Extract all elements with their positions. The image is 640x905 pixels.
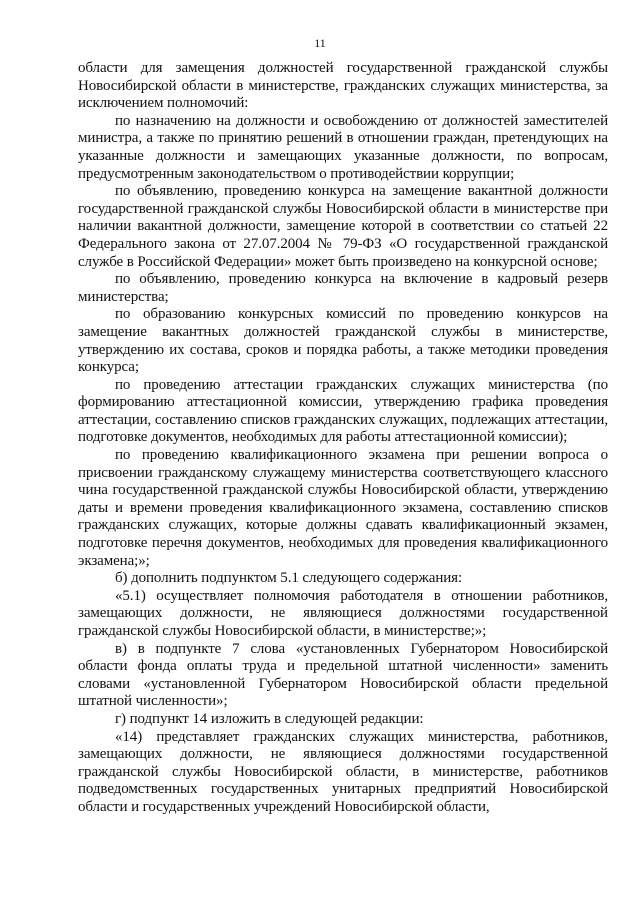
paragraph: по объявлению, проведению конкурса на замещение вакантной должности государственной гражданской службы Новосибирской области в министерстве при наличии вакантной должности, замещение которой в соответствии со статьей 22 Федерального закона от 27.07.2004 № 79-ФЗ «О государственной гражданской службе в Российской Федерации» может быть произведено на конкурсной основе; [78,183,608,270]
paragraph: по проведению аттестации гражданских служащих министерства (по формированию аттестационной комиссии, утверждению графика проведения аттестации, составлению списков гражданских служащих, подлежащих аттестации, подготовке документов, необходимых для работы аттестационной комиссии); [78,376,608,446]
paragraph: г) подпункт 14 изложить в следующей редакции: [115,710,424,727]
paragraph: по проведению квалификационного экзамена при решении вопроса о присвоении гражданскому служащему министерства соответствующего классного чина государственной гражданской службы Новосибирской области, утверждению даты и времени проведения квалификационного экзамена, составлению списков гражданских служащих, которые должны сдавать квалификационный экзамен, подготовке перечня документов, необходимых для проведения квалификационного экзамена;»; [78,447,608,569]
paragraph: по образованию конкурсных комиссий по проведению конкурсов на замещение вакантных должностей гражданской службы в министерстве, утверждению их состава, сроков и порядка работы, а также методики проведения конкурса; [78,306,608,376]
paragraph: по назначению на должности и освобождению от должностей заместителей министра, а также по принятию решений в отношении граждан, претендующих на указанные должности и замещающих указанные должности, по вопросам, предусмотренным законодательством о противодействии коррупции; [78,112,608,182]
document-body [78,60,608,817]
paragraph: б) дополнить подпунктом 5.1 следующего содержания: [115,570,463,587]
paragraph-continuation: области для замещения должностей государственной гражданской службы Новосибирской области в министерстве, гражданских служащих министерства, за исключением полномочий: [78,60,608,112]
paragraph: в) в подпункте 7 слова «установленных Губернатором Новосибирской области фонда оплаты труда и предельной штатной численности» заменить словами «установленной Губернатором Новосибирской области предельной штатной численности»; [78,640,608,710]
page-number: 11 [314,36,326,50]
paragraph: «5.1) осуществляет полномочия работодателя в отношении работников, замещающих должности, не являющиеся должностями государственной гражданской службы Новосибирской области, в министерстве;»; [78,587,608,639]
paragraph: по объявлению, проведению конкурса на включение в кадровый резерв министерства; [78,271,608,305]
paragraph: «14) представляет гражданских служащих министерства, работников, замещающих должности, не являющиеся должностями государственной гражданской службы Новосибирской области, в министерстве, работников подведомственных государственных унитарных предприятий Новосибирской области и государственных учреждений Новосибирской области, [78,728,608,815]
